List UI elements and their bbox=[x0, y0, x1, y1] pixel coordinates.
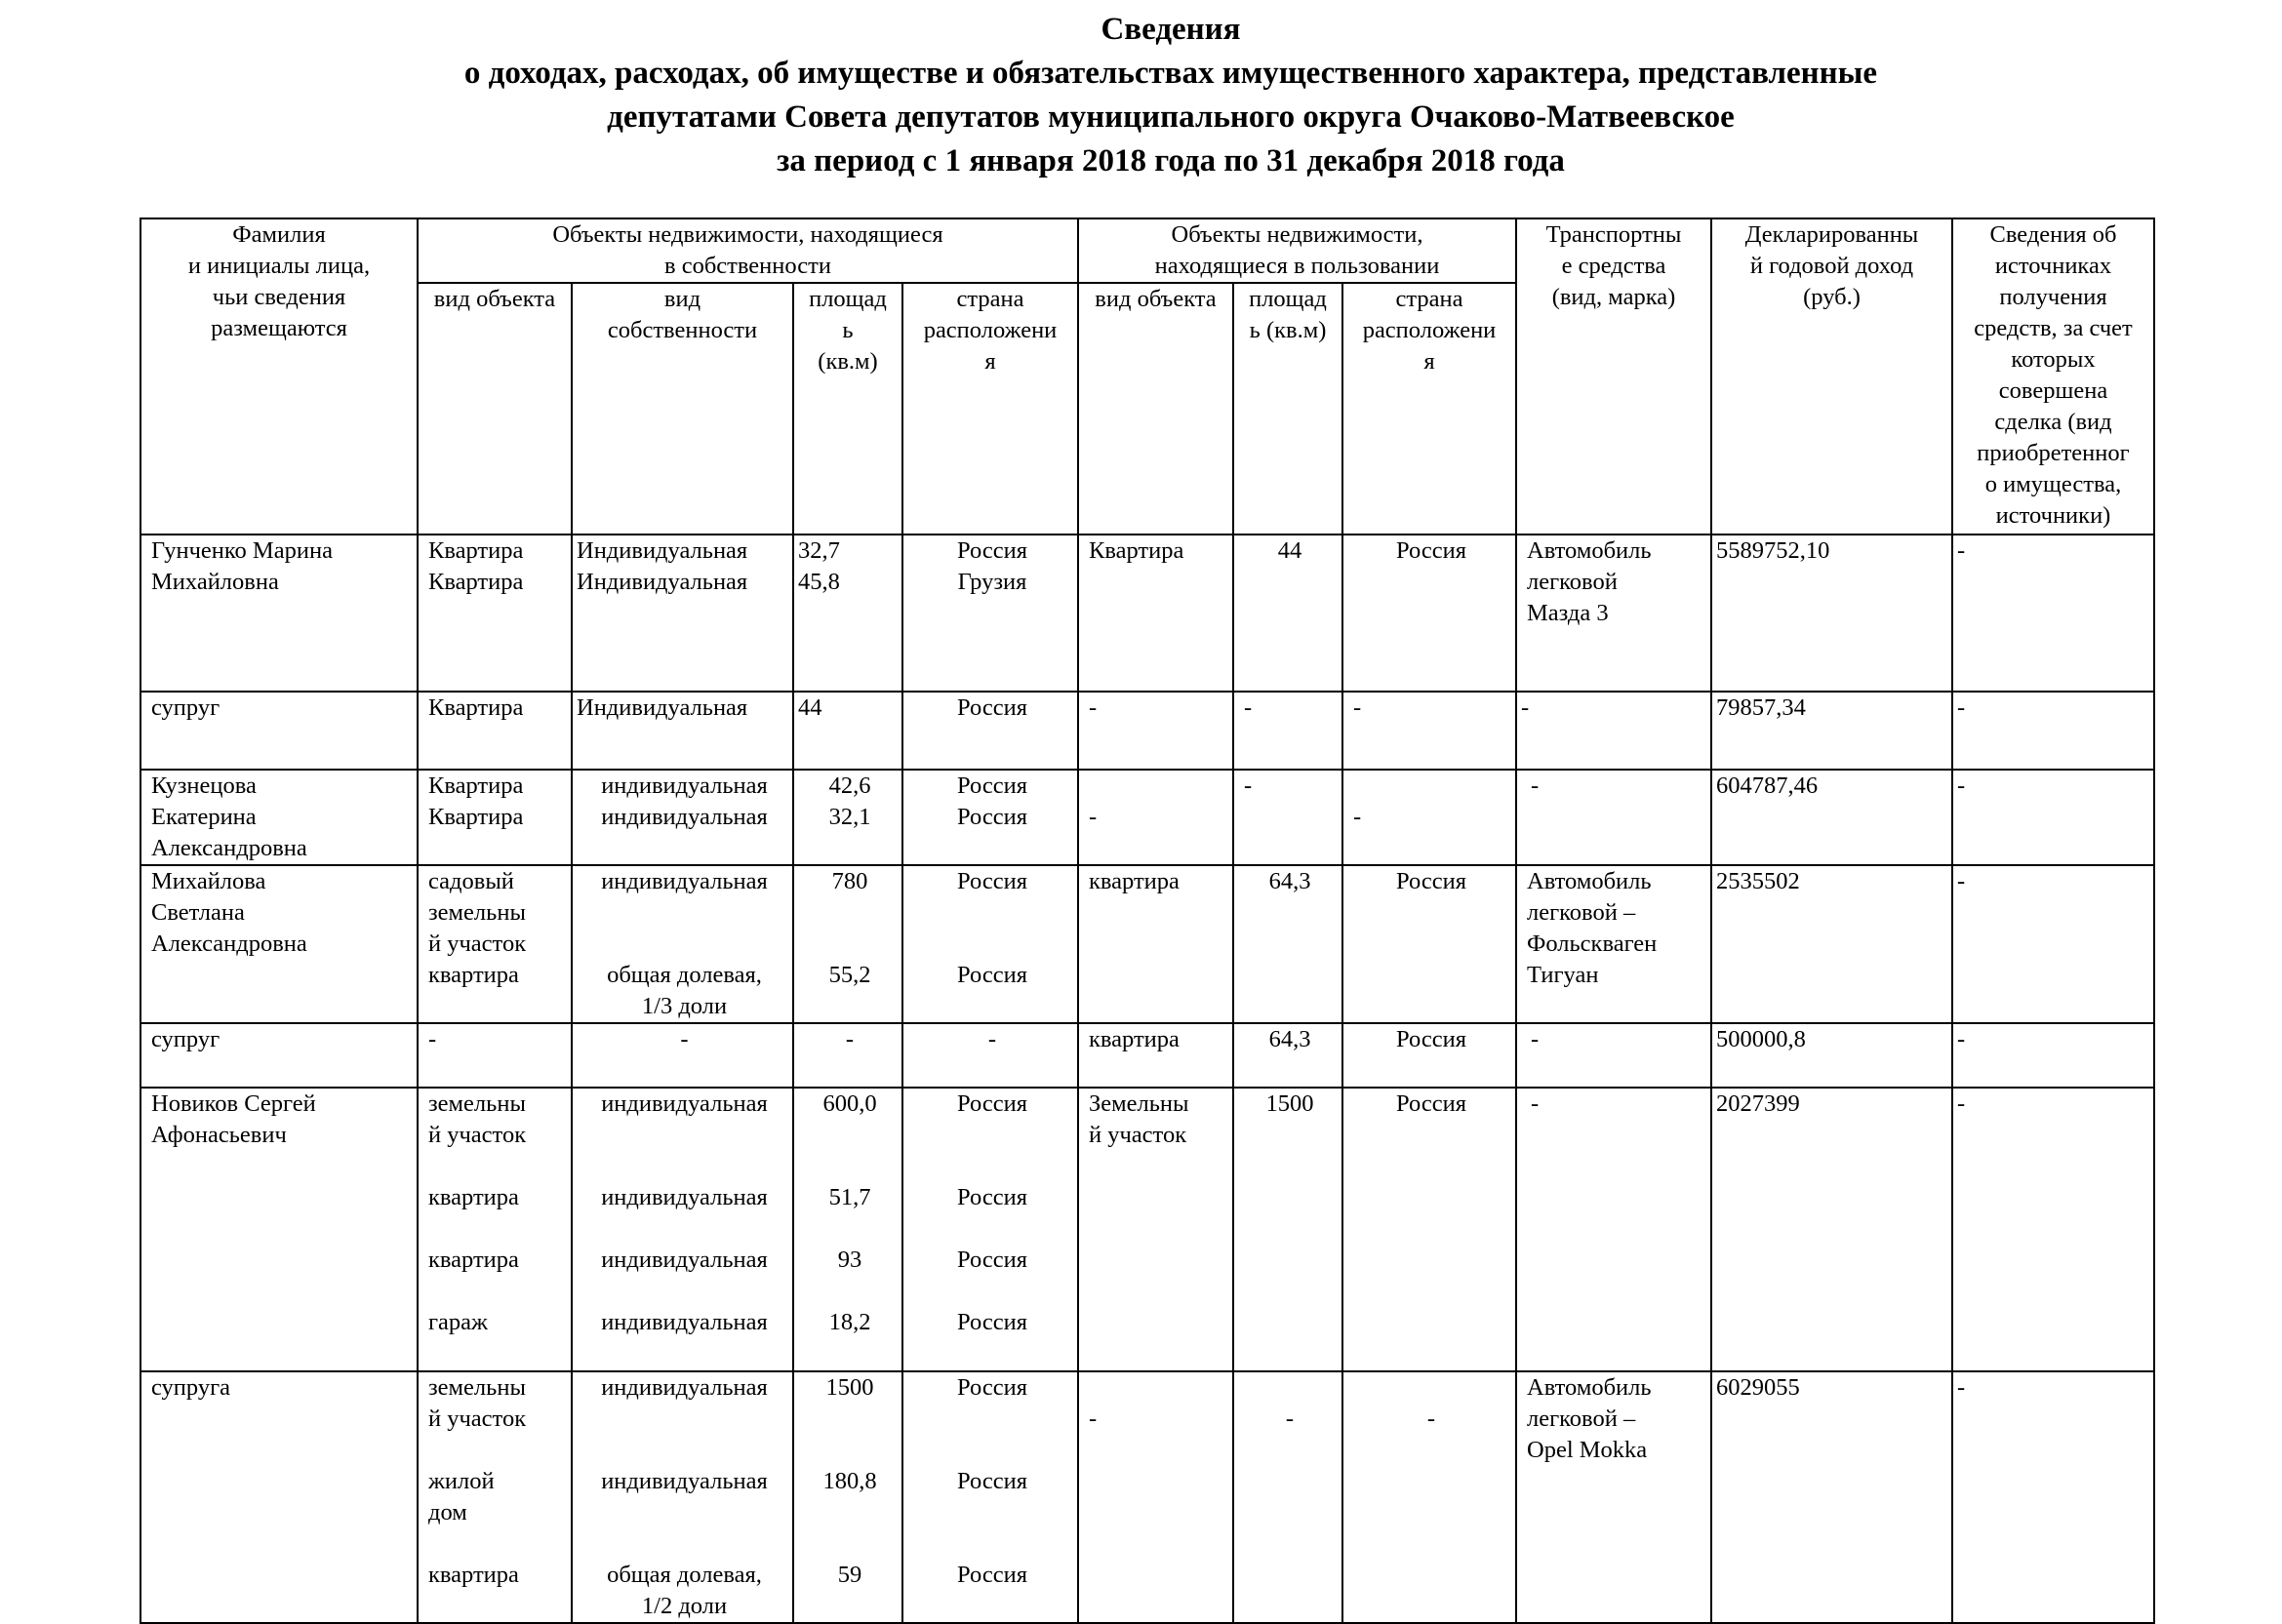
cell-used-type: Земельны й участок bbox=[1078, 1088, 1233, 1371]
cell-transport: Автомобиль легковой – Opel Mokka bbox=[1516, 1371, 1711, 1623]
cell-used-type: Квартира bbox=[1078, 535, 1233, 692]
cell-owned-ownership: Индивидуальная bbox=[572, 692, 793, 770]
cell-used-type: квартира bbox=[1078, 865, 1233, 1023]
cell-sources: - bbox=[1952, 1023, 2154, 1088]
cell-owned-area: 42,6 32,1 bbox=[793, 770, 902, 865]
cell-owned-area: 32,7 45,8 bbox=[793, 535, 902, 692]
cell-owned-ownership: индивидуальная индивидуальная общая долевая, 1/2 доли bbox=[572, 1371, 793, 1623]
cell-owned-area: 780 55,2 bbox=[793, 865, 902, 1023]
cell-used-area: 44 bbox=[1233, 535, 1342, 692]
cell-income: 6029055 bbox=[1711, 1371, 1952, 1623]
cell-owned-type: Квартира Квартира bbox=[418, 535, 572, 692]
cell-owned-ownership: индивидуальная общая долевая, 1/3 доли bbox=[572, 865, 793, 1023]
cell-income: 2027399 bbox=[1711, 1088, 1952, 1371]
cell-used-area: - bbox=[1233, 1371, 1342, 1623]
cell-name: супруга bbox=[140, 1371, 418, 1623]
cell-sources: - bbox=[1952, 865, 2154, 1023]
cell-name: Кузнецова Екатерина Александровна bbox=[140, 770, 418, 865]
cell-used-country: - bbox=[1342, 692, 1516, 770]
cell-used-country: - bbox=[1342, 770, 1516, 865]
cell-income: 500000,8 bbox=[1711, 1023, 1952, 1088]
cell-transport: - bbox=[1516, 692, 1711, 770]
cell-owned-country: Россия Грузия bbox=[902, 535, 1078, 692]
header-used-country: страна расположени я bbox=[1342, 283, 1516, 535]
cell-owned-country: Россия Россия Россия bbox=[902, 1371, 1078, 1623]
cell-transport: - bbox=[1516, 1023, 1711, 1088]
table-row bbox=[140, 1371, 2154, 1623]
cell-name: супруг bbox=[140, 692, 418, 770]
cell-used-area: - bbox=[1233, 770, 1342, 865]
cell-used-area: 64,3 bbox=[1233, 865, 1342, 1023]
header-owned-group: Объекты недвижимости, находящиеся в собственности bbox=[418, 218, 1078, 283]
cell-owned-area: 600,0 51,7 93 18,2 bbox=[793, 1088, 902, 1371]
cell-used-country: Россия bbox=[1342, 865, 1516, 1023]
cell-owned-area: - bbox=[793, 1023, 902, 1088]
cell-owned-type: земельны й участок жилой дом квартира bbox=[418, 1371, 572, 1623]
cell-owned-type: садовый земельны й участок квартира bbox=[418, 865, 572, 1023]
cell-transport: - bbox=[1516, 1088, 1711, 1371]
cell-owned-type: Квартира bbox=[418, 692, 572, 770]
header-row-groups bbox=[140, 218, 2154, 283]
cell-income: 2535502 bbox=[1711, 865, 1952, 1023]
cell-used-type: квартира bbox=[1078, 1023, 1233, 1088]
title-line-4: за период с 1 января 2018 года по 31 декабря 2018 года bbox=[777, 143, 1565, 178]
header-owned-area: площад ь (кв.м) bbox=[793, 283, 902, 535]
cell-owned-country: Россия Россия bbox=[902, 865, 1078, 1023]
header-used-area: площад ь (кв.м) bbox=[1233, 283, 1342, 535]
declarations-table bbox=[140, 218, 2155, 1624]
cell-income: 79857,34 bbox=[1711, 692, 1952, 770]
cell-owned-type: Квартира Квартира bbox=[418, 770, 572, 865]
table-row bbox=[140, 692, 2154, 770]
cell-used-area: - bbox=[1233, 692, 1342, 770]
cell-owned-ownership: индивидуальная индивидуальная bbox=[572, 770, 793, 865]
cell-owned-ownership: индивидуальная индивидуальная индивидуальная индивидуальная bbox=[572, 1088, 793, 1371]
cell-sources: - bbox=[1952, 692, 2154, 770]
cell-used-type: - bbox=[1078, 770, 1233, 865]
cell-used-country: Россия bbox=[1342, 535, 1516, 692]
cell-owned-country: Россия Россия Россия Россия bbox=[902, 1088, 1078, 1371]
cell-name: Новиков Сергей Афонасьевич bbox=[140, 1088, 418, 1371]
cell-owned-ownership: Индивидуальная Индивидуальная bbox=[572, 535, 793, 692]
header-used-group: Объекты недвижимости, находящиеся в пользовании bbox=[1078, 218, 1516, 283]
cell-used-type: - bbox=[1078, 1371, 1233, 1623]
cell-owned-ownership: - bbox=[572, 1023, 793, 1088]
table-row bbox=[140, 770, 2154, 865]
cell-owned-country: - bbox=[902, 1023, 1078, 1088]
header-owned-type: вид объекта bbox=[418, 283, 572, 535]
table-row bbox=[140, 1023, 2154, 1088]
document-title bbox=[0, 8, 2282, 183]
title-line-1: Сведения bbox=[1101, 12, 1241, 47]
cell-used-type: - bbox=[1078, 692, 1233, 770]
cell-owned-country: Россия Россия bbox=[902, 770, 1078, 865]
cell-name: Михайлова Светлана Александровна bbox=[140, 865, 418, 1023]
cell-sources: - bbox=[1952, 535, 2154, 692]
cell-used-area: 64,3 bbox=[1233, 1023, 1342, 1088]
header-sources: Сведения об источниках получения средств, за счет которых совершена сделка (вид приобретенног о имущества, источники) bbox=[1952, 218, 2154, 535]
table-row bbox=[140, 865, 2154, 1023]
cell-used-area: 1500 bbox=[1233, 1088, 1342, 1371]
cell-owned-area: 1500 180,8 59 bbox=[793, 1371, 902, 1623]
cell-income: 604787,46 bbox=[1711, 770, 1952, 865]
header-owned-country: страна расположени я bbox=[902, 283, 1078, 535]
cell-sources: - bbox=[1952, 1371, 2154, 1623]
cell-transport: - bbox=[1516, 770, 1711, 865]
cell-transport: Автомобиль легковой Мазда 3 bbox=[1516, 535, 1711, 692]
header-used-type: вид объекта bbox=[1078, 283, 1233, 535]
header-name: Фамилия и инициалы лица, чьи сведения размещаются bbox=[140, 218, 418, 535]
title-line-3: депутатами Совета депутатов муниципального округа Очаково-Матвеевское bbox=[607, 99, 1735, 135]
cell-sources: - bbox=[1952, 770, 2154, 865]
title-line-2: о доходах, расходах, об имуществе и обязательствах имущественного характера, представленные bbox=[463, 56, 1878, 91]
cell-owned-country: Россия bbox=[902, 692, 1078, 770]
cell-sources: - bbox=[1952, 1088, 2154, 1371]
cell-used-country: - bbox=[1342, 1371, 1516, 1623]
cell-transport: Автомобиль легковой – Фольскваген Тигуан bbox=[1516, 865, 1711, 1023]
cell-owned-area: 44 bbox=[793, 692, 902, 770]
cell-owned-type: - bbox=[418, 1023, 572, 1088]
cell-name: Гунченко Марина Михайловна bbox=[140, 535, 418, 692]
cell-used-country: Россия bbox=[1342, 1023, 1516, 1088]
cell-owned-type: земельны й участок квартира квартира гараж bbox=[418, 1088, 572, 1371]
header-income: Декларированны й годовой доход (руб.) bbox=[1711, 218, 1952, 535]
table-row bbox=[140, 535, 2154, 692]
cell-used-country: Россия bbox=[1342, 1088, 1516, 1371]
header-transport: Транспортны е средства (вид, марка) bbox=[1516, 218, 1711, 535]
header-owned-ownership: вид собственности bbox=[572, 283, 793, 535]
cell-income: 5589752,10 bbox=[1711, 535, 1952, 692]
cell-name: супруг bbox=[140, 1023, 418, 1088]
table-row bbox=[140, 1088, 2154, 1371]
